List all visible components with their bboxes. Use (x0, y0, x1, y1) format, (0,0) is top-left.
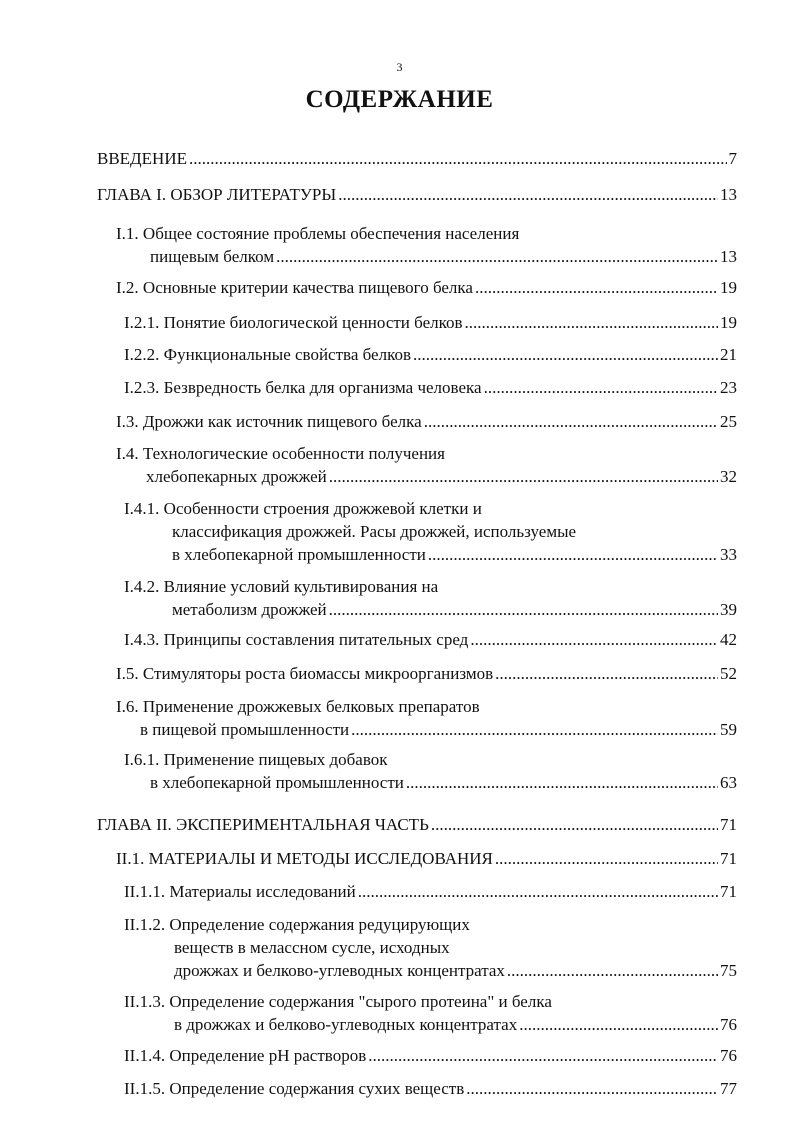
toc-page-number: 19 (720, 313, 737, 332)
toc-page-number: 71 (720, 849, 737, 868)
toc-entry-1-3 (116, 410, 737, 433)
dot-leader (507, 959, 718, 982)
toc-page-number: 33 (720, 545, 737, 564)
toc-page-number: 7 (728, 149, 737, 168)
toc-entry-title-continuation: в дрожжах и белково-углеводных концентратах (174, 1015, 518, 1034)
toc-entry-title-continuation: пищевым белком (150, 247, 275, 266)
dot-leader (276, 245, 718, 268)
toc-entry-title: I.2.3. Безвредность белка для организма человека (124, 378, 482, 397)
toc-page-number: 76 (720, 1046, 737, 1065)
toc-entry-title: I.1. Общее состояние проблемы обеспечения населения (116, 224, 520, 243)
toc-entry-title: I.6. Применение дрожжевых белковых препаратов (116, 697, 480, 716)
toc-entry-1-2-1 (124, 311, 737, 334)
toc-entry-title: II.1.4. Определение pH растворов (124, 1046, 367, 1065)
toc-entry-title: I.2.1. Понятие биологической ценности белков (124, 313, 463, 332)
toc-page-number: 32 (720, 467, 737, 486)
toc-entry-title: ГЛАВА II. ЭКСПЕРИМЕНТАЛЬНАЯ ЧАСТЬ (97, 815, 429, 834)
toc-entry-title: I.2. Основные критерии качества пищевого белка (116, 278, 473, 297)
toc-entry-title: I.4.3. Принципы составления питательных сред (124, 630, 469, 649)
toc-page-number: 71 (720, 882, 737, 901)
dot-leader (329, 465, 718, 488)
dot-leader (519, 1013, 718, 1036)
toc-entry-1-5 (116, 662, 737, 685)
toc-entry-title-continuation: хлебопекарных дрожжей (146, 467, 327, 486)
dot-leader (424, 410, 718, 433)
dot-leader (428, 543, 718, 566)
dot-leader (465, 311, 718, 334)
toc-entry-title: II.1.3. Определение содержания "сырого протеина" и белка (124, 992, 552, 1011)
toc-entry-title-continuation: веществ в мелассном сусле, исходных (174, 938, 450, 957)
toc-page-number: 19 (720, 278, 737, 297)
toc-page-number: 52 (720, 664, 737, 683)
toc-entry-1-4 (116, 442, 737, 488)
toc-entry-title-continuation: классификация дрожжей. Расы дрожжей, используемые (172, 522, 577, 541)
toc-entry-1-2 (116, 276, 737, 299)
dot-leader (475, 276, 718, 299)
toc-entry-chapter-1 (97, 183, 737, 206)
toc-entry-2-1-2 (124, 913, 737, 982)
toc-page-number: 77 (720, 1079, 737, 1098)
toc-entry-title: I.4.2. Влияние условий культивирования на (124, 577, 439, 596)
toc-entry-1-2-3 (124, 376, 737, 399)
toc-entry-1-4-2 (124, 575, 737, 621)
dot-leader (351, 718, 718, 741)
toc-entry-2-1 (116, 847, 737, 870)
dot-leader (484, 376, 718, 399)
dot-leader (406, 771, 718, 794)
dot-leader (189, 147, 727, 170)
dot-leader (470, 628, 718, 651)
toc-page-number: 76 (720, 1015, 737, 1034)
toc-page-number: 39 (720, 600, 737, 619)
toc-entry-1-2-2 (124, 343, 737, 366)
toc-entry-chapter-2 (97, 813, 737, 836)
page-number: 3 (396, 60, 403, 74)
toc-entry-title: II.1. МАТЕРИАЛЫ И МЕТОДЫ ИССЛЕДОВАНИЯ (116, 849, 493, 868)
dot-leader (338, 183, 718, 206)
toc-entry-title: I.4.1. Особенности строения дрожжевой клетки и (124, 499, 482, 518)
toc-page-number: 42 (720, 630, 737, 649)
toc-entry-title: I.5. Стимуляторы роста биомассы микроорганизмов (116, 664, 494, 683)
dot-leader (358, 880, 718, 903)
toc-entry-1-6-1 (124, 748, 737, 794)
toc-entry-title-continuation: в хлебопекарной промышленности (172, 545, 426, 564)
toc-entry-2-1-1 (124, 880, 737, 903)
toc-entry-title: ВВЕДЕНИЕ (97, 149, 187, 168)
dot-leader (466, 1077, 718, 1100)
toc-entry-title: II.1.5. Определение содержания сухих веществ (124, 1079, 465, 1098)
dot-leader (413, 343, 718, 366)
toc-page-number: 13 (720, 247, 737, 266)
toc-entry-1-1 (116, 222, 737, 268)
dot-leader (495, 662, 718, 685)
toc-entry-2-1-4 (124, 1044, 737, 1067)
dot-leader (431, 813, 718, 836)
toc-page-number: 21 (720, 345, 737, 364)
dot-leader (329, 598, 718, 621)
toc-page-number: 63 (720, 773, 737, 792)
toc-entry-2-1-5 (124, 1077, 737, 1100)
toc-entry-title: I.6.1. Применение пищевых добавок (124, 750, 388, 769)
toc-entry-title: ГЛАВА I. ОБЗОР ЛИТЕРАТУРЫ (97, 185, 337, 204)
page-title: СОДЕРЖАНИЕ (305, 86, 494, 113)
toc-entry-title: I.4. Технологические особенности получения (116, 444, 445, 463)
toc-entry-title: I.3. Дрожжи как источник пищевого белка (116, 412, 422, 431)
toc-entry-title-continuation: в пищевой промышленности (140, 720, 350, 739)
toc-page-number: 75 (720, 961, 737, 980)
toc-entry-1-6 (116, 695, 737, 741)
toc-entry-title: II.1.2. Определение содержания редуцирующих (124, 915, 470, 934)
toc-page-number: 13 (720, 185, 737, 204)
toc-entry-introduction (97, 147, 737, 170)
toc-entry-title: II.1.1. Материалы исследований (124, 882, 356, 901)
dot-leader (495, 847, 718, 870)
toc-page-number: 59 (720, 720, 737, 739)
toc-entry-2-1-3 (124, 990, 737, 1036)
toc-entry-title-continuation: дрожжах и белково-углеводных концентратах (174, 961, 505, 980)
toc-page-number: 23 (720, 378, 737, 397)
dot-leader (368, 1044, 718, 1067)
toc-entry-title-continuation: в хлебопекарной промышленности (150, 773, 404, 792)
toc-page-number: 71 (720, 815, 737, 834)
toc-page-number: 25 (720, 412, 737, 431)
toc-entry-title-continuation: метаболизм дрожжей (172, 600, 327, 619)
toc-entry-title: I.2.2. Функциональные свойства белков (124, 345, 411, 364)
toc-entry-1-4-1 (124, 497, 737, 566)
toc-entry-1-4-3 (124, 628, 737, 651)
